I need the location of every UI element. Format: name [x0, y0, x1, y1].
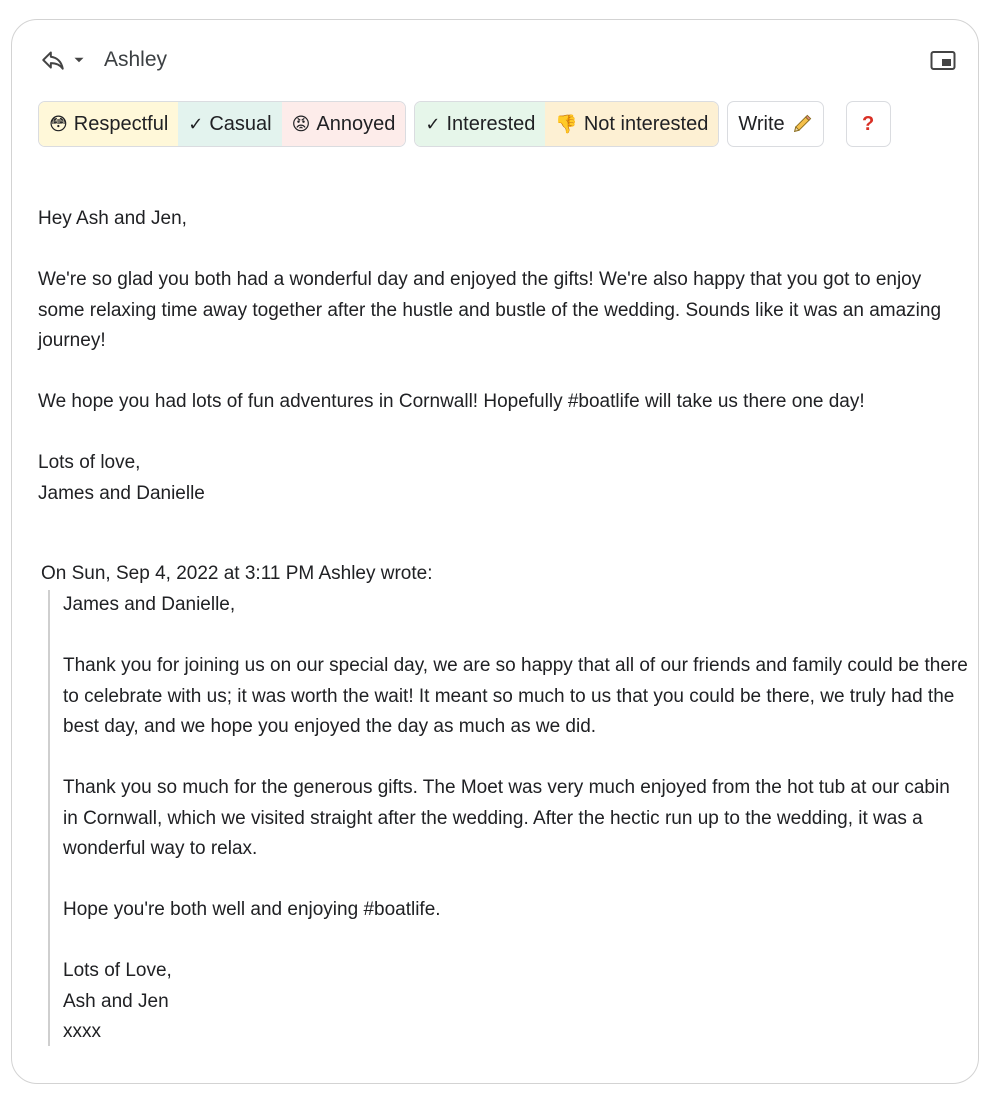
compose-header: [40, 46, 167, 74]
quoted-paragraph: Hope you're both well and enjoying #boatlife.: [63, 899, 441, 920]
help-label: ?: [862, 112, 875, 135]
quoted-greeting: James and Danielle,: [63, 594, 236, 615]
interested-button[interactable]: [415, 102, 545, 146]
quoted-message: [48, 590, 968, 1046]
reply-icon[interactable]: [40, 47, 66, 73]
reply-body[interactable]: [38, 204, 968, 509]
flushed-face-icon: 😳: [49, 113, 68, 135]
reply-signoff: Lots of love,: [38, 452, 141, 473]
reply-tone-toolbar: [38, 101, 891, 147]
respectful-label: Respectful: [73, 112, 169, 135]
quoted-header: On Sun, Sep 4, 2022 at 3:11 PM Ashley wrote:: [41, 563, 433, 584]
write-button[interactable]: [727, 101, 823, 147]
interested-label: Interested: [446, 112, 536, 135]
reply-paragraph: We hope you had lots of fun adventures in Cornwall! Hopefully #boatlife will take us there one day!: [38, 391, 865, 412]
checkmark-icon: ✓: [188, 113, 204, 135]
reply-paragraph: We're so glad you both had a wonderful day and enjoyed the gifts! We're also happy that you got to enjoy some relaxing time away together after the hustle and bustle of the wedding. Sounds like it was an amazing journey!: [38, 269, 942, 351]
checkmark-icon: ✓: [425, 113, 441, 135]
write-label: Write: [738, 112, 785, 135]
popout-icon[interactable]: [930, 50, 956, 72]
reply-signature: James and Danielle: [38, 482, 205, 504]
quoted-paragraph: Thank you for joining us on our special day, we are so happy that all of our friends and family could be there to celebrate with us; it was worth the wait! It meant so much to us that you could be there, we truly had the best day, and we hope you enjoyed the day as much as we did.: [63, 655, 968, 737]
casual-label: Casual: [209, 112, 272, 135]
not-interested-button[interactable]: [545, 102, 718, 146]
respectful-button[interactable]: [39, 102, 178, 146]
not-interested-label: Not interested: [583, 112, 709, 135]
help-button[interactable]: [846, 101, 891, 147]
quoted-signature: Ash and Jen: [63, 990, 169, 1012]
angry-face-icon: 😡: [291, 113, 311, 135]
annoyed-label: Annoyed: [316, 112, 396, 135]
tone-button-group: [38, 101, 406, 147]
email-compose-card: [11, 19, 979, 1084]
thumbs-down-icon: 👎: [555, 113, 578, 135]
chevron-down-icon[interactable]: [66, 51, 88, 69]
pencil-icon: [791, 113, 813, 135]
casual-button[interactable]: [178, 102, 281, 146]
recipient-name[interactable]: Ashley: [104, 48, 168, 71]
quoted-paragraph: Thank you so much for the generous gifts. The Moet was very much enjoyed from the hot tub at our cabin in Cornwall, which we visited straight after the wedding. After the hectic run up to the wedding, it was a wonderful way to relax.: [63, 777, 950, 859]
interest-button-group: [414, 101, 719, 147]
quoted-kisses: xxxx: [63, 1021, 101, 1042]
quoted-signoff: Lots of Love,: [63, 960, 172, 981]
reply-greeting: Hey Ash and Jen,: [38, 208, 187, 229]
annoyed-button[interactable]: [282, 102, 406, 146]
